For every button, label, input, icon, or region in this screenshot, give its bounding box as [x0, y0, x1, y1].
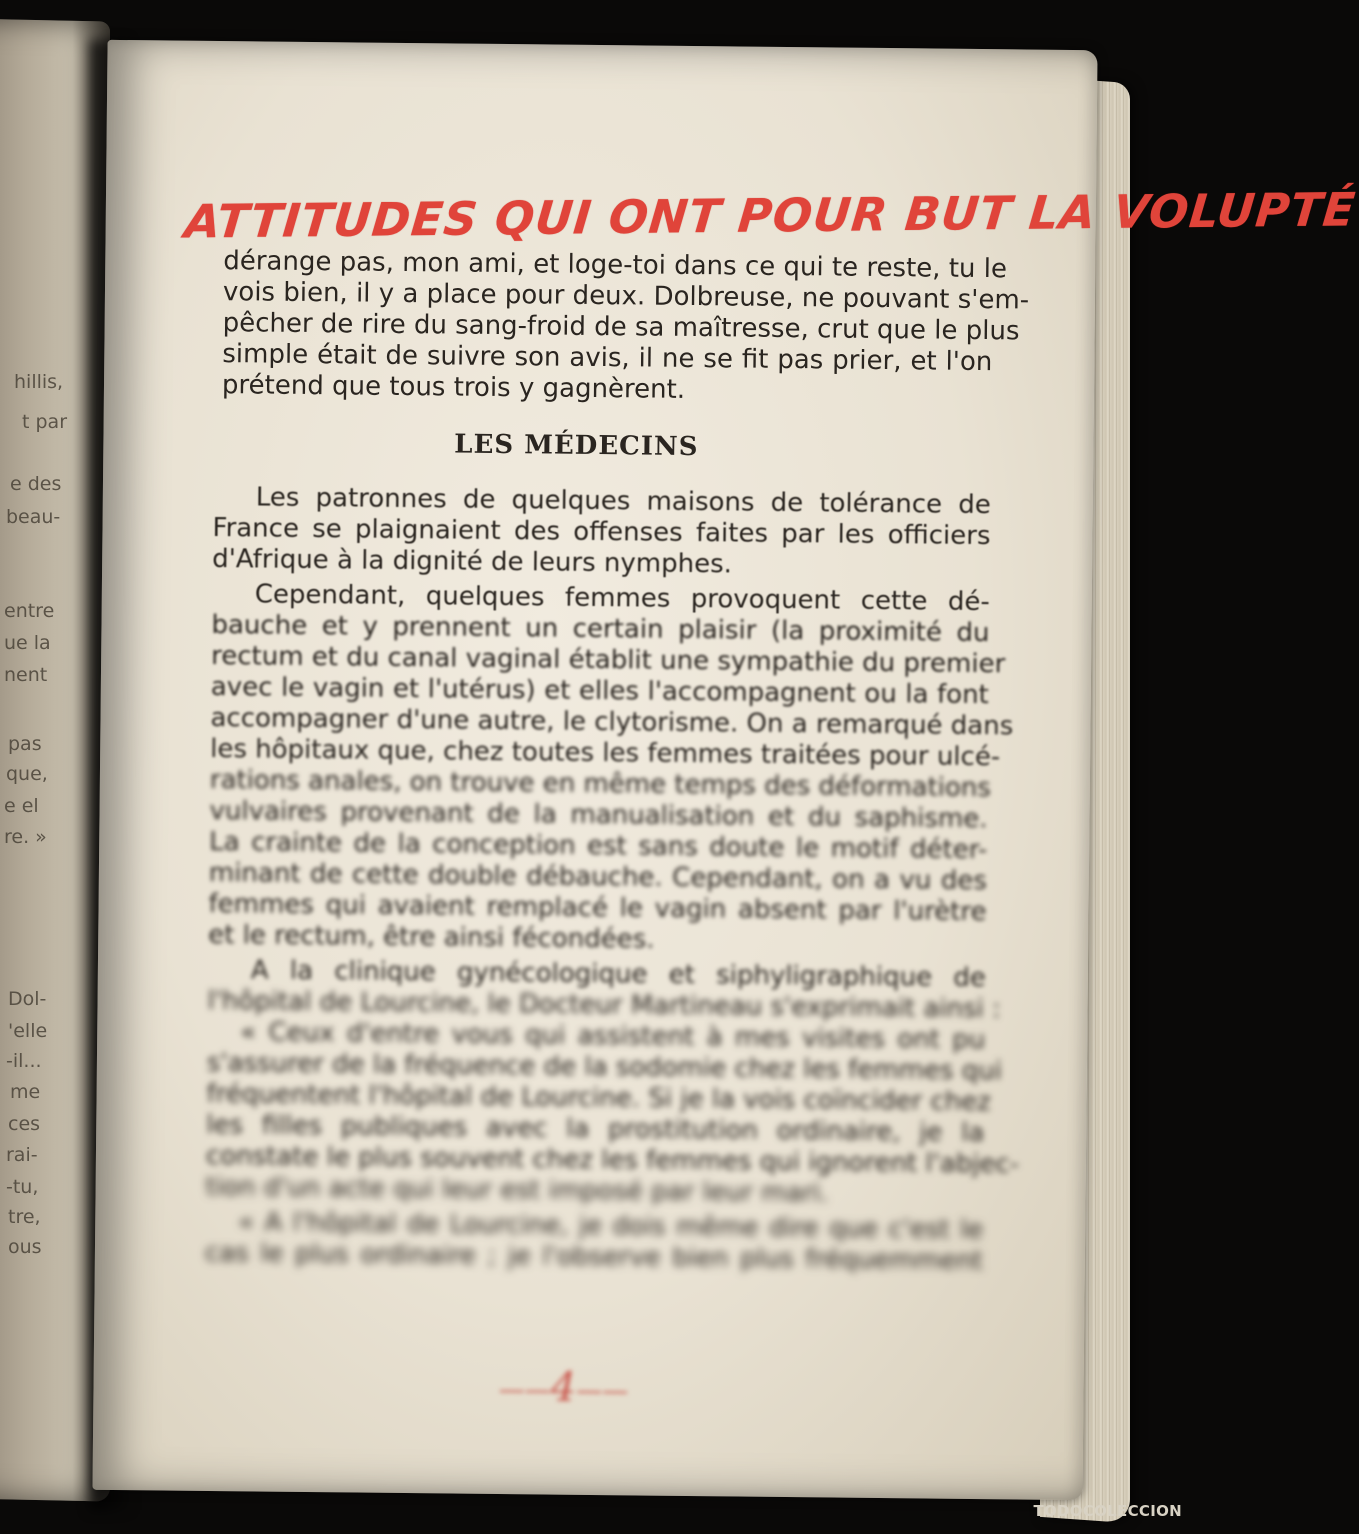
text-line: les hôpitaux que, chez toutes les femmes traitées pour ulcé-	[210, 733, 1001, 773]
text-line: A la clinique gynécologique et siphyligraphique de	[250, 955, 986, 994]
previous-page-fragment: Dol-	[8, 988, 47, 1010]
text-line: dérange pas, mon ami, et loge-toi dans ce qui te reste, tu le	[223, 246, 1008, 285]
paragraph-continued	[162, 245, 1030, 409]
text-line: France se plaignaient des offenses faites par les officiers	[212, 512, 991, 552]
book-page	[92, 40, 1359, 1500]
page-number-value: 4	[550, 1364, 577, 1411]
previous-page-fragment: 'elle	[8, 1020, 48, 1042]
paragraph	[153, 954, 1020, 1211]
text-line: Les patronnes de quelques maisons de tolérance de	[255, 482, 991, 521]
watermark: TODOCOLECCION	[1033, 1502, 1182, 1520]
previous-page-fragment: t par	[22, 411, 68, 433]
previous-page-fragment: ces	[8, 1113, 41, 1135]
text-line: et le rectum, être ainsi fécondées.	[208, 919, 655, 955]
previous-page-fragment: e el	[4, 795, 39, 817]
previous-page-fragment: que,	[6, 763, 48, 785]
text-line: simple était de suivre son avis, il ne se fit pas prier, et l'on	[222, 339, 993, 378]
text-line: minant de cette double débauche. Cependant, on a vu des	[208, 857, 988, 897]
page-body	[153, 245, 1030, 1277]
text-line: tion d'un acte qui leur est imposé par leur mari.	[205, 1171, 829, 1209]
text-line: vulvaires provenant de la manualisation et du saphisme.	[209, 795, 988, 835]
text-line: avec le vagin et l'utérus) et elles l'accompagnent ou la font	[210, 671, 989, 711]
text-line: Cependant, quelques femmes provoquent cette dé-	[254, 579, 990, 618]
text-line: prétend que tous trois y gagnèrent.	[221, 370, 686, 405]
paragraph	[153, 1206, 984, 1277]
previous-page-fragment: nent	[4, 664, 48, 686]
previous-page-fragment: me	[10, 1081, 41, 1103]
previous-page-fragment: re. »	[4, 826, 47, 848]
previous-page-fragment: ous	[8, 1236, 42, 1258]
text-line: fréquentent l'hôpital de Lourcine. Si je la vois coïncider chez	[206, 1078, 991, 1118]
text-line: « Ceux d'entre vous qui assistent à mes visites ont pu	[240, 1017, 986, 1056]
text-line: « A l'hôpital de Lourcine, je dois même dire que c'est le	[238, 1207, 984, 1246]
section-title: LES MÉDECINS	[454, 429, 699, 463]
paragraph	[160, 481, 991, 583]
text-line: rations anales, on trouve en même temps des déformations	[209, 764, 992, 804]
text-line: cas le plus ordinaire ; je l'observe bien plus fréquemment	[204, 1237, 984, 1277]
paragraph	[156, 578, 1014, 959]
previous-page-fragment: tre,	[8, 1206, 41, 1228]
previous-page-fragment: pas	[8, 733, 42, 755]
text-line: s'assurer de la fréquence de la sodomie chez les femmes qui	[206, 1047, 1003, 1087]
previous-page-fragment: -il...	[6, 1050, 42, 1072]
previous-page-fragment: e des	[10, 473, 62, 495]
text-line: femmes qui avaient remplacé le vagin absent par l'urètre	[208, 888, 987, 928]
text-line: accompagner d'une autre, le clytorisme. On a remarqué dans	[210, 702, 1014, 742]
text-line: les filles publiques avec la prostitution ordinaire, je la	[206, 1109, 985, 1149]
page-number: ——4——	[498, 1364, 629, 1411]
previous-page-fragment: hillis,	[14, 371, 64, 393]
text-line: pêcher de rire du sang-froid de sa maîtresse, crut que le plus	[222, 308, 1020, 347]
text-line: constate le plus souvent chez les femmes qui ignorent l'abjec-	[205, 1140, 1020, 1180]
text-line: d'Afrique à la dignité de leurs nymphes.	[212, 543, 733, 580]
previous-page-fragment: beau-	[6, 506, 61, 528]
text-line: vois bien, il y a place pour deux. Dolbreuse, ne pouvant s'em-	[222, 277, 1030, 316]
text-line: rectum et du canal vaginal établit une sympathie du premier	[211, 640, 1006, 680]
previous-page-fragment: rai-	[6, 1144, 38, 1166]
previous-page-fragment: ue la	[4, 632, 51, 654]
text-line: La crainte de la conception est sans doute le motif déter-	[209, 826, 988, 866]
previous-page-fragment: -tu,	[6, 1176, 39, 1198]
running-heading: ATTITUDES QUI ONT POUR BUT LA VOLUPTÉ	[182, 182, 1359, 249]
text-line: bauche et y prennent un certain plaisir (la proximité du	[211, 609, 990, 649]
previous-page-fragment: entre	[4, 600, 55, 622]
text-line: l'hôpital de Lourcine, le Docteur Martineau s'exprimait ainsi :	[207, 985, 1001, 1025]
